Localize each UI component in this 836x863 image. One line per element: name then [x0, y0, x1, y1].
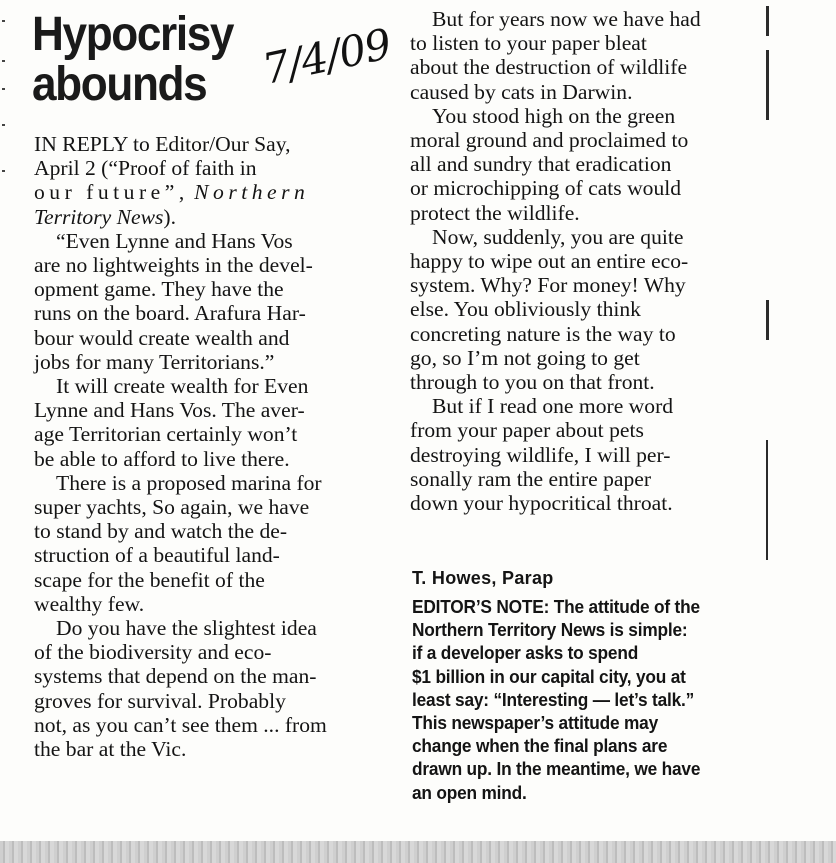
- text-line: bour would create wealth and: [34, 325, 290, 350]
- publication-name: Northern: [194, 180, 310, 205]
- text-line: age Territorian certainly won’t: [34, 422, 298, 447]
- text-line: sonally ram the entire paper: [410, 466, 652, 491]
- text-line: But if I read one more word: [432, 394, 674, 419]
- editors-note-line: EDITOR’S NOTE: The attitude of the: [412, 597, 700, 617]
- text-line: runs on the board. Arafura Har-: [34, 301, 306, 326]
- text-line: scape for the benefit of the: [34, 567, 265, 592]
- text-line: to listen to your paper bleat: [410, 31, 647, 56]
- text-line: Lynne and Hans Vos. The aver-: [34, 398, 305, 423]
- text-line: “Even Lynne and Hans Vos: [56, 228, 293, 253]
- editors-note-line: $1 billion in our capital city, you at: [412, 666, 686, 687]
- paragraph: [410, 394, 764, 515]
- left-column: [34, 132, 390, 761]
- text-line: from your paper about pets: [410, 418, 644, 443]
- text-line: of the biodiversity and eco-: [34, 640, 272, 665]
- intro-line: April 2 (“Proof of faith in: [34, 156, 257, 181]
- letter-signature: T. Howes, Parap: [412, 568, 554, 588]
- headline: [32, 10, 233, 110]
- paragraph: [410, 7, 764, 104]
- editors-note-line: an open mind.: [412, 782, 527, 803]
- paragraph: [410, 225, 764, 394]
- paragraph: [34, 471, 390, 616]
- text-line: wealthy few.: [34, 591, 145, 616]
- intro-line: IN REPLY to Editor/Our Say,: [34, 132, 291, 156]
- editors-note: [412, 596, 753, 805]
- text-line: about the destruction of wildlife: [410, 55, 688, 80]
- text-line: Now, suddenly, you are quite: [432, 224, 684, 249]
- text-line: to stand by and watch the de-: [34, 519, 288, 544]
- clipping-edge-rule: [766, 440, 768, 560]
- text-line: caused by cats in Darwin.: [410, 79, 633, 104]
- text-line: protect the wildlife.: [410, 200, 580, 225]
- paragraph: [410, 104, 764, 225]
- editors-note-line: if a developer asks to spend: [412, 643, 639, 664]
- editors-note-line: Northern Territory News is simple:: [412, 620, 688, 641]
- text-line: super yachts, So again, we have: [34, 495, 310, 520]
- margin-marks: [2, 20, 8, 180]
- publication-name: Territory News: [34, 204, 164, 229]
- text-line: the bar at the Vic.: [34, 737, 187, 762]
- intro-paragraph: [34, 132, 390, 229]
- text-line: opment game. They have the: [34, 277, 284, 302]
- editors-note-line: least say: “Interesting — let’s talk.”: [412, 689, 695, 710]
- editors-note-line: change when the final plans are: [412, 736, 668, 757]
- clipping-edge-rule: [766, 50, 769, 120]
- paragraph: [34, 374, 390, 471]
- text-line: happy to wipe out an entire eco-: [410, 249, 689, 274]
- text-line: There is a proposed marina for: [56, 470, 322, 495]
- text-line: Do you have the slightest idea: [56, 616, 317, 641]
- text-line: down your hypocritical throat.: [410, 491, 673, 516]
- scan-border: [0, 841, 836, 863]
- headline-line-1: Hypocrisy: [32, 8, 234, 61]
- clipping-edge-rule: [766, 300, 769, 340]
- editors-note-line: drawn up. In the meantime, we have: [412, 759, 701, 780]
- editors-note-line: This newspaper’s attitude may: [412, 713, 659, 734]
- text-line: struction of a beautiful land-: [34, 543, 280, 568]
- text-line: systems that depend on the man-: [34, 664, 317, 689]
- paragraph: [34, 616, 390, 761]
- intro-line: ).: [163, 204, 176, 229]
- text-line: concreting nature is the way to: [410, 321, 676, 346]
- text-line: not, as you can’t see them ... from: [34, 712, 327, 737]
- text-line: system. Why? For money! Why: [410, 273, 686, 298]
- text-line: all and sundry that eradication: [410, 152, 672, 177]
- text-line: moral ground and proclaimed to: [410, 128, 689, 153]
- text-line: destroying wildlife, I will per-: [410, 442, 671, 467]
- text-line: It will create wealth for Even: [56, 374, 309, 399]
- text-line: are no lightweights in the devel-: [34, 253, 313, 278]
- text-line: go, so I’m not going to get: [410, 345, 640, 370]
- intro-line: our future”,: [34, 180, 189, 205]
- text-line: be able to afford to live there.: [34, 446, 290, 471]
- text-line: groves for survival. Probably: [34, 688, 286, 713]
- right-column: [410, 7, 764, 515]
- text-line: jobs for many Territorians.”: [34, 349, 275, 374]
- headline-line-2: abounds: [32, 58, 207, 111]
- text-line: You stood high on the green: [432, 103, 676, 128]
- handwritten-date: 7/4/09: [258, 19, 395, 94]
- clipping-edge-rule: [766, 6, 769, 36]
- paragraph: [34, 229, 390, 374]
- text-line: or microchipping of cats would: [410, 176, 682, 201]
- text-line: else. You obliviously think: [410, 297, 641, 322]
- text-line: But for years now we have had: [432, 7, 701, 31]
- text-line: through to you on that front.: [410, 370, 655, 395]
